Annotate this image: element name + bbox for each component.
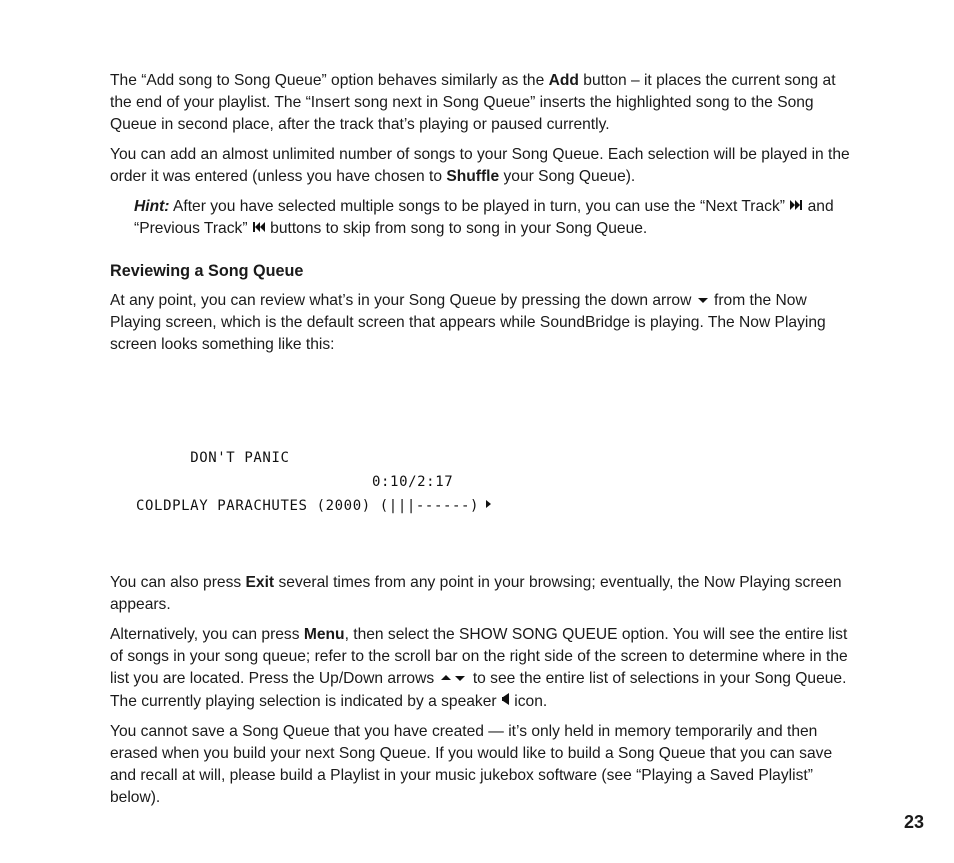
text: The “Add song to Song Queue” option behaves similarly as the xyxy=(110,72,549,89)
add-term: Add xyxy=(548,72,579,89)
text: At any point, you can review what’s in your Song Queue by pressing the down arrow xyxy=(110,292,696,310)
song-time: 0:10/2:17 xyxy=(372,474,454,491)
hint-label: Hint: xyxy=(134,198,170,216)
speaker-icon xyxy=(501,691,510,713)
next-track-icon xyxy=(789,196,803,218)
up-down-arrows-icon xyxy=(438,668,468,690)
now-playing-screen xyxy=(136,374,850,566)
page-content xyxy=(110,70,850,817)
text: your Song Queue). xyxy=(499,168,636,185)
text: You can add an almost unlimited number of songs to your Song Queue. Each selection will be played in the order it was entered (unless you have chosen to xyxy=(110,146,850,185)
hint-paragraph xyxy=(134,196,850,240)
text: After you have selected multiple songs to be played in turn, you can use the “Next Track” xyxy=(169,198,790,216)
down-arrow-icon xyxy=(696,290,710,312)
section-heading: Reviewing a Song Queue xyxy=(110,262,304,281)
text: Alternatively, you can press xyxy=(110,626,304,644)
screen-line-2 xyxy=(136,494,850,518)
text: from the Now Playing screen, which is the default screen that appears while SoundBridge is playing. The Now Playing screen looks something like this: xyxy=(110,292,826,354)
paragraph-unlimited xyxy=(110,144,850,188)
text: and “Previous Track” xyxy=(134,198,834,238)
exit-term: Exit xyxy=(245,574,275,592)
song-title: DON'T PANIC xyxy=(190,450,290,467)
paragraph-menu xyxy=(110,624,850,712)
shuffle-term: Shuffle xyxy=(446,168,500,185)
previous-track-icon xyxy=(252,218,266,240)
text: icon. xyxy=(509,692,548,710)
text: button – it places the current song at the end of your playlist. The “Insert song next in Song Queue” inserts the highlighted song to the Song Queue in second place, after the track that’s playing or paused currently. xyxy=(110,72,836,133)
text: , then select the SHOW SONG QUEUE option. You will see the entire list of songs in your song queue; refer to the scroll bar on the right side of the screen to determine where in the list you are located. Press the Up/Down arrows xyxy=(110,626,848,688)
artist-album-progress: COLDPLAY PARACHUTES (2000) (|||------) xyxy=(136,498,480,515)
menu-term: Menu xyxy=(303,626,345,644)
page-number: 23 xyxy=(904,812,925,832)
text: several times from any point in your browsing; eventually, the Now Playing screen appears. xyxy=(110,574,842,614)
paragraph-review xyxy=(110,290,850,356)
screen-line-1 xyxy=(136,422,850,491)
text: to see the entire list of selections in your Song Queue. The currently playing selection is indicated by a speaker xyxy=(110,670,847,710)
paragraph-save: You cannot save a Song Queue that you have created — it’s only held in memory temporarily and then erased when you build your next Song Queue. If you would like to build a Song Queue that you can save and recall at will, please build a Playlist in your music jukebox software (see “Playing a Saved Playlist” below). xyxy=(110,722,833,806)
paragraph-exit xyxy=(110,572,850,616)
paragraph-add-song xyxy=(110,70,850,136)
text: You can also press xyxy=(110,574,246,592)
text: buttons to skip from song to song in your Song Queue. xyxy=(265,220,648,238)
